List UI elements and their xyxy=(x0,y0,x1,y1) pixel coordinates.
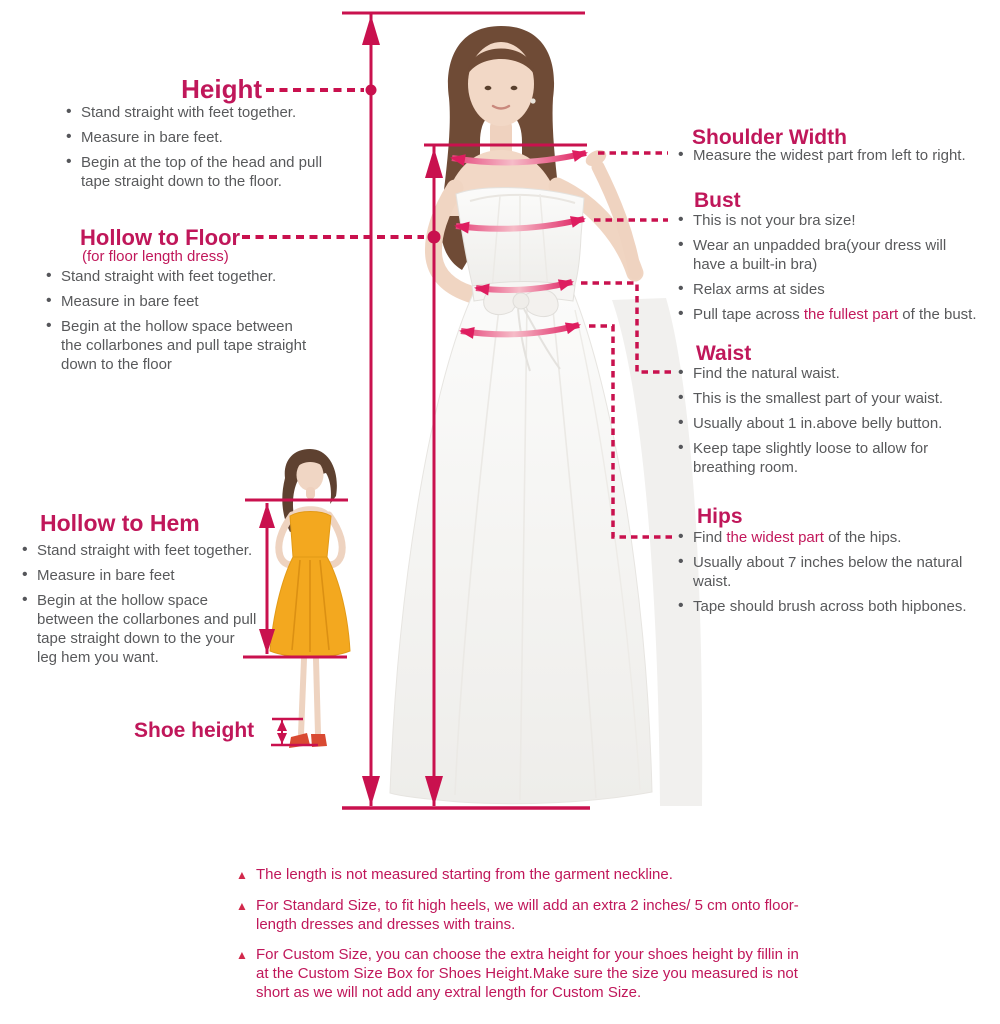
height-section-bullets xyxy=(64,103,326,197)
waist-section-title: Waist xyxy=(696,342,752,365)
list-item: • Stand straight with feet together. xyxy=(64,103,326,122)
hollow-to-floor-connector-dotted xyxy=(242,231,441,244)
warning-triangle-icon: ▲ xyxy=(236,898,248,913)
list-item: • Measure in bare feet xyxy=(44,292,314,311)
list-item: • Wear an unpadded bra(your dress will have a built-in bra) xyxy=(676,236,965,274)
small-model-figure xyxy=(270,449,350,748)
warning-triangle-icon: ▲ xyxy=(236,948,248,963)
list-item: • Find the natural waist. xyxy=(676,364,998,383)
note-item xyxy=(236,897,808,935)
hollow-to-hem-section-title: Hollow to Hem xyxy=(40,510,200,536)
list-item: • Begin at the hollow space between the collarbones and pull tape straight down to the your leg hem you want. xyxy=(20,591,257,667)
bust-section-title: Bust xyxy=(694,189,741,212)
bullet-text: Pull tape across xyxy=(693,306,804,324)
list-item: • This is the smallest part of your waist. xyxy=(676,389,998,408)
list-item: • Measure in bare feet xyxy=(20,566,257,585)
height-section-title: Height xyxy=(181,74,262,104)
shoulder-width-section-title: Shoulder Width xyxy=(692,126,847,149)
bullet-text: of the hips. xyxy=(823,529,902,546)
note-item xyxy=(236,866,808,885)
list-item: • Usually about 7 inches below the natural waist. xyxy=(676,553,993,591)
hollow-to-floor-subtitle: (for floor length dress) xyxy=(82,248,229,265)
hollow-to-hem-bullets xyxy=(20,541,257,673)
bust-bullets xyxy=(676,211,998,330)
bullet-text: of the bust. xyxy=(898,306,977,324)
list-item: • Begin at the top of the head and pull tape straight down to the floor. xyxy=(64,153,326,191)
shoe-height-label: Shoe height xyxy=(134,719,255,742)
list-item: • Keep tape slightly loose to allow for breathing room. xyxy=(676,439,955,477)
note-text: For Custom Size, you can choose the extra height for your shoes height by fillin in at the Custom Size Box for Shoes Height.Make sure the size you measured is not short as we will not add any extral length for Custom Size. xyxy=(256,946,799,1001)
list-item xyxy=(676,305,998,324)
list-item: • Measure the widest part from left to right. xyxy=(676,146,996,165)
note-item xyxy=(236,946,808,1002)
warning-triangle-icon: ▲ xyxy=(236,868,248,882)
height-connector-dotted xyxy=(266,85,377,96)
notes-section xyxy=(236,866,808,1015)
list-item: • This is not your bra size! xyxy=(676,211,998,230)
note-text: The length is not measured starting from the garment neckline. xyxy=(256,866,673,883)
hips-section-title: Hips xyxy=(697,505,743,528)
bullet-text: Find xyxy=(693,529,727,546)
list-item: • Stand straight with feet together. xyxy=(20,541,257,560)
hips-bullets xyxy=(676,528,998,622)
bullet-highlight: the fullest part xyxy=(803,306,899,324)
hollow-to-floor-bullets xyxy=(44,267,314,380)
main-model-figure xyxy=(390,26,702,806)
waist-bullets xyxy=(676,364,998,483)
list-item: • Stand straight with feet together. xyxy=(44,267,314,286)
note-text: For Standard Size, to fit high heels, we will add an extra 2 inches/ 5 cm onto floor-length dresses and dresses with trains. xyxy=(256,896,799,933)
list-item: • Relax arms at sides xyxy=(676,280,998,299)
hollow-to-floor-section-title: Hollow to Floor xyxy=(80,225,241,250)
list-item xyxy=(676,528,998,547)
list-item: • Tape should brush across both hipbones. xyxy=(676,597,998,616)
bullet-highlight: the widest part xyxy=(726,529,824,546)
list-item: • Measure in bare feet. xyxy=(64,128,326,147)
list-item: • Begin at the hollow space between the collarbones and pull tape straight down to the floor xyxy=(44,317,314,374)
shoulder-width-bullets xyxy=(676,146,996,171)
list-item: • Usually about 1 in.above belly button. xyxy=(676,414,998,433)
